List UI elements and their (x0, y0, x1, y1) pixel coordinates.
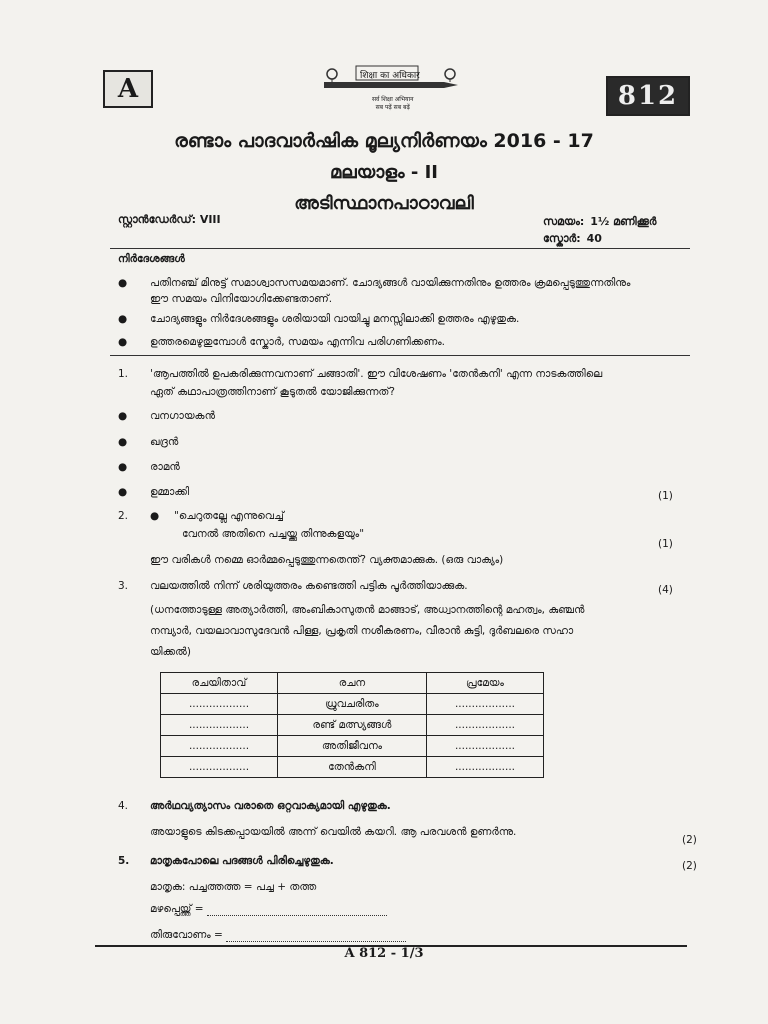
table-header: രചയിതാവ് (161, 673, 278, 694)
answer-blank[interactable] (207, 905, 387, 916)
theme-blank[interactable]: .................. (426, 757, 543, 778)
mark-q4: (2) (682, 834, 697, 846)
bullet-icon: ● (150, 510, 160, 522)
author-blank[interactable]: .................. (161, 715, 278, 736)
series-letter-box: A (103, 70, 153, 108)
theme-blank[interactable]: .................. (426, 715, 543, 736)
table-row (161, 715, 544, 736)
bullet-icon: ● (118, 410, 128, 422)
mark-q1: (1) (658, 490, 673, 502)
work-cell: ധ്രുവചരിതം (278, 694, 427, 715)
table-row (161, 694, 544, 715)
table-header: പ്രമേയം (426, 673, 543, 694)
bullet-icon: ● (118, 461, 128, 473)
table-row (161, 757, 544, 778)
bullet-icon: ● (118, 336, 128, 348)
paper-name: അടിസ്ഥാനപാഠാവലി (294, 193, 474, 214)
mark-q3: (4) (658, 584, 673, 596)
bullet-icon: ● (118, 277, 128, 289)
divider (110, 355, 690, 356)
answer-table (160, 672, 544, 778)
score-info: സ്കോർ: 40 (543, 232, 602, 245)
ssa-logo (318, 62, 464, 122)
bullet-icon: ● (118, 436, 128, 448)
standard-info: സ്റ്റാൻഡേർഡ്: VIII (118, 213, 221, 226)
work-cell: രണ്ട് മത്സ്യങ്ങൾ (278, 715, 427, 736)
page-info: A 812 - 1/3 (344, 946, 424, 961)
work-cell: തേൻകനി (278, 757, 427, 778)
divider (110, 248, 690, 249)
answer-blank[interactable] (226, 931, 406, 942)
paper-code-box: 812 (606, 76, 690, 116)
table-row (161, 736, 544, 757)
table-header-row (161, 673, 544, 694)
theme-blank[interactable]: .................. (426, 694, 543, 715)
bullet-icon: ● (118, 313, 128, 325)
mark-q2: (1) (658, 538, 673, 550)
exam-title: രണ്ടാം പാദവാർഷിക മൂല്യനിർണയം 2016 - 17 (174, 130, 594, 152)
table-header: രചന (278, 673, 427, 694)
logo-subtext: सर्व शिक्षा अभियान सब पढ़ें सब बढ़ें (372, 96, 414, 111)
time-info: സമയം: 1½ മണിക്കൂർ (543, 215, 657, 228)
author-blank[interactable]: .................. (161, 694, 278, 715)
work-cell: അതിജീവനം (278, 736, 427, 757)
instructions-heading: നിർദേശങ്ങൾ (118, 253, 185, 265)
bullet-icon: ● (118, 486, 128, 498)
theme-blank[interactable]: .................. (426, 736, 543, 757)
subject-title: മലയാളം - II (330, 162, 438, 183)
author-blank[interactable]: .................. (161, 757, 278, 778)
author-blank[interactable]: .................. (161, 736, 278, 757)
mark-q5: (2) (682, 860, 697, 872)
logo-text: शिक्षा का अधिकार (360, 71, 420, 81)
